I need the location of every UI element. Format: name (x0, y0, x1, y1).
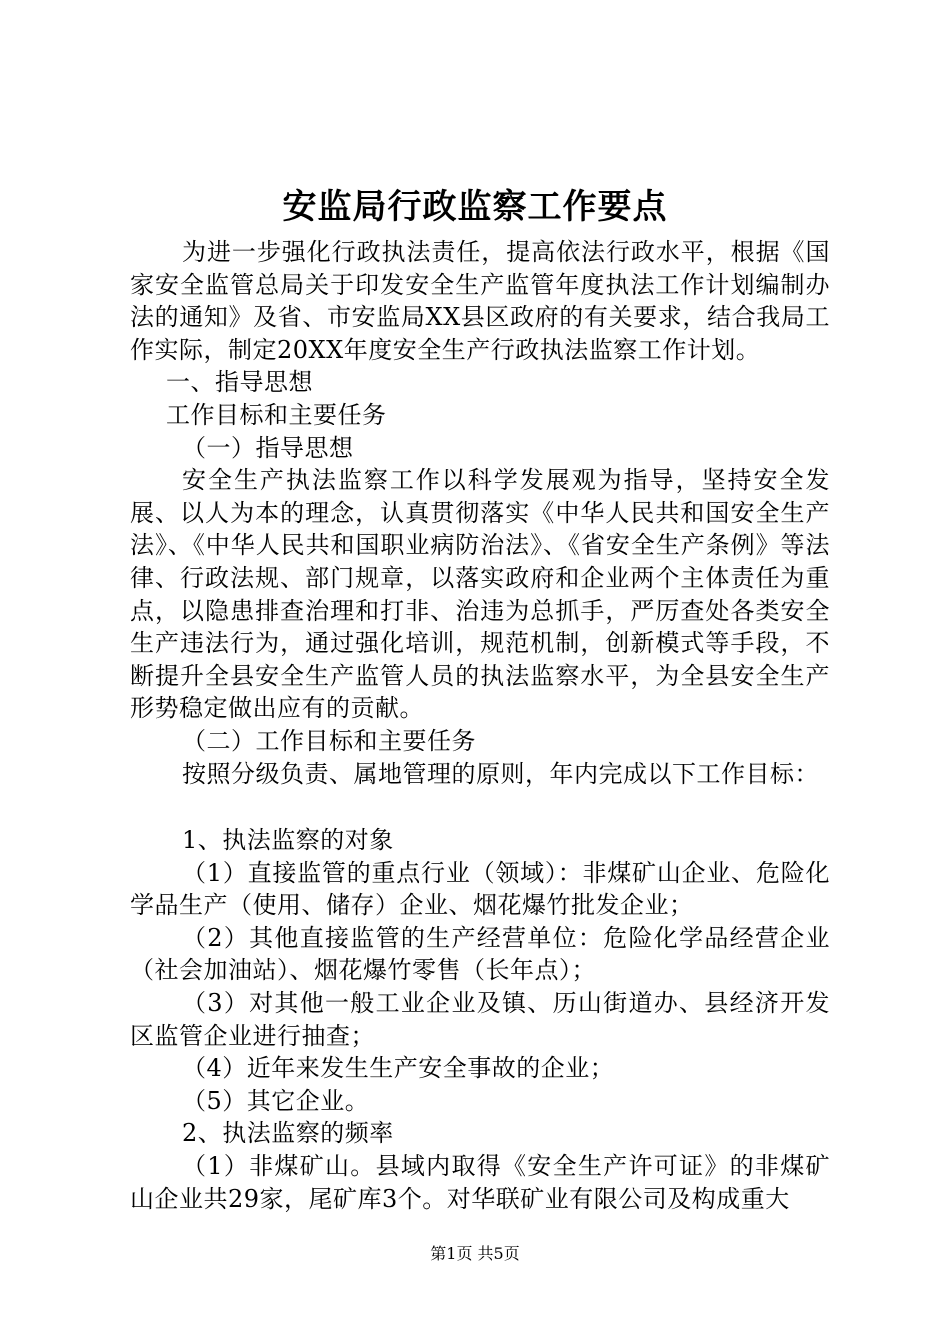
subheading-goals-tasks: （二）工作目标和主要任务 (182, 726, 476, 755)
list-item: （4）近年来发生生产安全事故的企业； (182, 1054, 615, 1083)
page-title: 安监局行政监察工作要点 (282, 187, 668, 227)
list-item: （5）其它企业。 (182, 1086, 370, 1115)
list-item: （3）对其他一般工业企业及镇、历山街道办、县经济开发区监管企业进行抽查； (130, 989, 830, 1050)
item-enforcement-frequency: 2、执法监察的频率 (182, 1119, 394, 1148)
guiding-ideology-paragraph: 安全生产执法监察工作以科学发展观为指导，坚持安全发展、以人为本的理念，认真贯彻落实《中华人民共和国安全生产法》、《中华人民共和国职业病防治法》、《省安全生产条例》等法律、行政法规、部门规章，以落实政府和企业两个主体责任为重点，以隐患排查治理和打非、治违为总抓手，严厉查处各类安全生产违法行为，通过强化培训，规范机制，创新模式等手段，不断提升全县安全生产监管人员的执法监察水平，为全县安全生产形势稳定做出应有的贡献。 (130, 466, 830, 723)
list-item: （1）非煤矿山。县域内取得《安全生产许可证》的非煤矿山企业共29家，尾矿库3个。对华联矿业有限公司及构成重大 (130, 1152, 830, 1213)
item-enforcement-targets: 1、执法监察的对象 (182, 826, 394, 855)
section-heading-guiding-ideology: 一、指导思想 (166, 368, 313, 397)
list-item: （2）其他直接监管的生产经营单位：危险化学品经营企业（社会加油站）、烟花爆竹零售（长年点）； (130, 923, 830, 985)
intro-paragraph: 为进一步强化行政执法责任，提高依法行政水平，根据《国家安全监管总局关于印发安全生产监管年度执法工作计划编制办法的通知》及省、市安监局XX县区政府的有关要求，结合我局工作实际，制定20XX年度安全生产行政执法监察工作计划。 (130, 238, 830, 364)
page-footer: 第1页 共5页 (430, 1244, 520, 1263)
list-item: （1）直接监管的重点行业（领域）：非煤矿山企业、危险化学品生产（使用、储存）企业、烟花爆竹批发企业； (130, 858, 830, 920)
document-body (130, 236, 830, 1215)
goals-intro-paragraph: 按照分级负责、属地管理的原则，年内完成以下工作目标： (182, 759, 819, 788)
subheading-guiding-ideology: （一）指导思想 (182, 433, 354, 462)
section-heading-goals: 工作目标和主要任务 (166, 400, 387, 429)
